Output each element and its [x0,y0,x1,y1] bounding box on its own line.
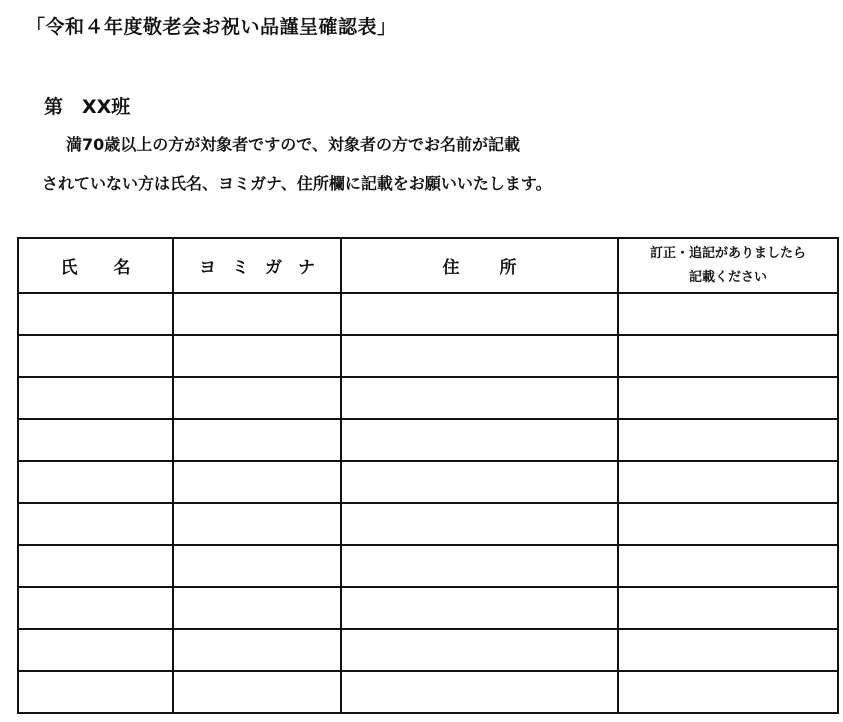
table-body [18,293,838,713]
name-cell[interactable] [18,461,173,503]
roster-table [17,237,839,714]
page-title: 「令和４年度敬老会お祝い品謹呈確認表」 [26,16,397,38]
header-name: 氏名 [18,238,173,293]
group-label: 第 XX班 [44,96,131,118]
address-cell[interactable] [341,293,618,335]
table-row [18,377,838,419]
header-address: 住所 [341,238,618,293]
name-cell[interactable] [18,293,173,335]
instruction-line-2: されていない方は氏名、ヨミガナ、住所欄に記載をお願いいたします。 [42,174,552,193]
header-kana: ヨミガナ [173,238,341,293]
table-row [18,461,838,503]
table-header-row [18,238,838,293]
address-cell[interactable] [341,377,618,419]
table-row [18,545,838,587]
header-note-line2: 記載ください [688,269,767,285]
table-row [18,671,838,713]
kana-cell[interactable] [173,671,341,713]
kana-cell[interactable] [173,629,341,671]
address-cell[interactable] [341,461,618,503]
table-row [18,419,838,461]
note-cell[interactable] [618,587,838,629]
table-row [18,335,838,377]
table-row [18,293,838,335]
name-cell[interactable] [18,503,173,545]
note-cell[interactable] [618,629,838,671]
name-cell[interactable] [18,335,173,377]
name-cell[interactable] [18,587,173,629]
address-cell[interactable] [341,503,618,545]
address-cell[interactable] [341,419,618,461]
kana-cell[interactable] [173,461,341,503]
kana-cell[interactable] [173,503,341,545]
kana-cell[interactable] [173,545,341,587]
note-cell[interactable] [618,545,838,587]
name-cell[interactable] [18,419,173,461]
kana-cell[interactable] [173,377,341,419]
note-cell[interactable] [618,503,838,545]
header-note [618,238,838,293]
kana-cell[interactable] [173,587,341,629]
table-row [18,629,838,671]
note-cell[interactable] [618,419,838,461]
note-cell[interactable] [618,377,838,419]
kana-cell[interactable] [173,419,341,461]
note-cell[interactable] [618,461,838,503]
kana-cell[interactable] [173,335,341,377]
note-cell[interactable] [618,293,838,335]
kana-cell[interactable] [173,293,341,335]
address-cell[interactable] [341,629,618,671]
name-cell[interactable] [18,629,173,671]
table-row [18,503,838,545]
instruction-line-1: 満70歳以上の方が対象者ですので、対象者の方でお名前が記載 [66,135,520,154]
note-cell[interactable] [618,335,838,377]
address-cell[interactable] [341,671,618,713]
address-cell[interactable] [341,335,618,377]
name-cell[interactable] [18,545,173,587]
name-cell[interactable] [18,671,173,713]
address-cell[interactable] [341,587,618,629]
note-cell[interactable] [618,671,838,713]
address-cell[interactable] [341,545,618,587]
name-cell[interactable] [18,377,173,419]
table-row [18,587,838,629]
header-note-line1: 訂正・追記がありましたら [649,245,806,261]
